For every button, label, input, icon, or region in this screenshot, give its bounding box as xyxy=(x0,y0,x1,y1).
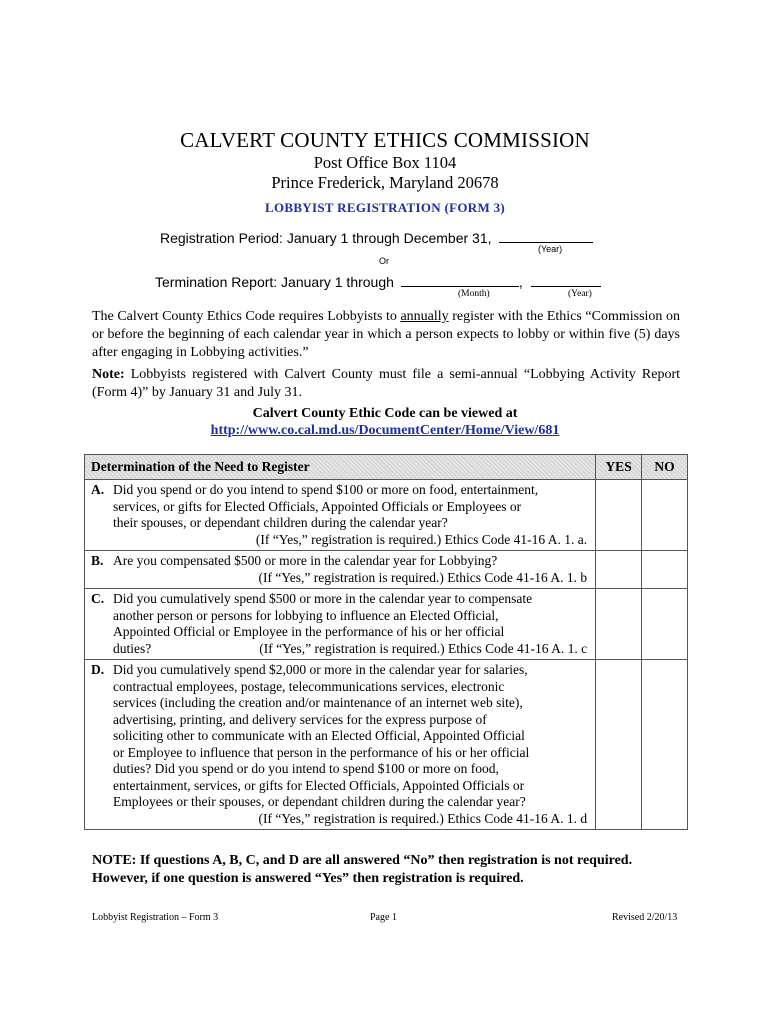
table-row xyxy=(85,551,688,589)
termination-report-line xyxy=(155,272,601,290)
question-line: their spouses, or dependant children during the calendar year? xyxy=(113,515,448,530)
question-line: duties? Did you spend or do you intend to spend $100 or more on food, xyxy=(113,761,499,776)
yes-checkbox-d[interactable] xyxy=(596,660,642,830)
question-letter: C. xyxy=(91,591,105,606)
registration-note-line-1: NOTE: If questions A, B, C, and D are all answered “No” then registration is not required. xyxy=(92,853,633,868)
yes-checkbox-b[interactable] xyxy=(596,551,642,589)
intro-text-annually: annually xyxy=(400,309,449,324)
question-reference: (If “Yes,” registration is required.) Ethics Code 41-16 A. 1. d xyxy=(258,810,588,826)
question-letter: D. xyxy=(91,662,105,677)
ethic-code-view-text: Calvert County Ethic Code can be viewed at xyxy=(252,406,518,421)
registration-note xyxy=(92,852,692,888)
registration-year-label: (Year) xyxy=(538,244,563,254)
note-text: Lobbyists registered with Calvert County must file a semi-annual “Lobbying Activity Report (Form 4)” by January 31 and July 31. xyxy=(92,367,680,400)
question-reference: (If “Yes,” registration is required.) Ethics Code 41-16 A. 1. b xyxy=(258,569,588,585)
note-label: Note: xyxy=(92,367,125,382)
termination-month-label: (Month) xyxy=(458,289,490,299)
no-checkbox-b[interactable] xyxy=(642,551,688,589)
footer-page-number: Page 1 xyxy=(370,912,397,923)
question-line: soliciting other to communicate with an Elected Official, Appointed Official xyxy=(113,728,525,743)
question-letter: B. xyxy=(91,553,104,568)
registration-period-text: Registration Period: January 1 through December 31, xyxy=(160,230,492,246)
question-b xyxy=(85,551,596,589)
intro-text-b: register with the Ethics “Commission on or before the beginning of each calendar year in which a person expects to lobby or within five (5) days after engaging in Lobbying activities.” xyxy=(92,309,680,360)
note-paragraph xyxy=(92,366,680,402)
question-line: Did you spend or do you intend to spend $100 or more on food, entertainment, xyxy=(113,482,539,497)
ethic-code-link[interactable]: http://www.co.cal.md.us/DocumentCenter/Home/View/681 xyxy=(210,423,560,438)
yes-checkbox-c[interactable] xyxy=(596,589,642,660)
question-reference: (If “Yes,” registration is required.) Ethics Code 41-16 A. 1. c xyxy=(259,640,588,656)
determination-header: Determination of the Need to Register xyxy=(85,455,596,480)
yes-checkbox-a[interactable] xyxy=(596,480,642,551)
question-line: contractual employees, postage, telecommunications services, electronic xyxy=(113,678,505,694)
registration-note-line-2: However, if one question is answered “Yes” then registration is required. xyxy=(92,871,524,886)
termination-report-text: Termination Report: January 1 through xyxy=(155,274,394,290)
question-line: Employees or their spouses, or dependant children during the calendar year? xyxy=(113,794,526,809)
no-checkbox-a[interactable] xyxy=(642,480,688,551)
question-line: services (including the creation and/or maintenance of an internet web site), xyxy=(113,695,523,710)
question-letter: A. xyxy=(91,482,105,497)
question-line: services, or gifts for Elected Officials, Appointed Officials or Employees or xyxy=(113,498,522,514)
question-reference: (If “Yes,” registration is required.) Ethics Code 41-16 A. 1. a. xyxy=(255,531,588,547)
question-c xyxy=(85,589,596,660)
question-line: entertainment, services, or gifts for Elected Officials, Appointed Officials or xyxy=(113,777,525,793)
table-header-row xyxy=(85,455,688,480)
footer-revision: Revised 2/20/13 xyxy=(612,912,678,923)
form-title: LOBBYIST REGISTRATION (FORM 3) xyxy=(264,200,506,215)
termination-year-label: (Year) xyxy=(568,289,592,299)
address-line-2: Prince Frederick, Maryland 20678 xyxy=(271,173,499,192)
question-line: or Employee to influence that person in the performance of his or her official xyxy=(113,744,530,760)
yes-header: YES xyxy=(596,455,642,480)
question-line: advertising, printing, and delivery services for the express purpose of xyxy=(113,711,487,727)
termination-year-field[interactable] xyxy=(531,272,601,287)
no-checkbox-d[interactable] xyxy=(642,660,688,830)
termination-comma: , xyxy=(518,274,523,290)
table-row xyxy=(85,480,688,551)
commission-title: CALVERT COUNTY ETHICS COMMISSION xyxy=(180,128,590,152)
determination-table xyxy=(84,454,688,830)
no-header: NO xyxy=(642,455,688,480)
table-row xyxy=(85,660,688,830)
question-line: duties? xyxy=(113,640,152,656)
question-a xyxy=(85,480,596,551)
question-line: Did you cumulatively spend $500 or more in the calendar year to compensate xyxy=(113,591,533,606)
termination-month-field[interactable] xyxy=(401,272,519,287)
question-line: another person or persons for lobbying to influence an Elected Official, xyxy=(113,607,499,623)
question-line: Are you compensated $500 or more in the calendar year for Lobbying? xyxy=(113,553,498,568)
intro-text-a: The Calvert County Ethics Code requires Lobbyists to xyxy=(92,309,401,324)
footer-form-name: Lobbyist Registration – Form 3 xyxy=(92,912,219,923)
question-d xyxy=(85,660,596,830)
question-line: Appointed Official or Employee in the performance of his or her official xyxy=(113,624,505,639)
table-row xyxy=(85,589,688,660)
no-checkbox-c[interactable] xyxy=(642,589,688,660)
or-label: Or xyxy=(379,256,389,266)
question-line: Did you cumulatively spend $2,000 or more in the calendar year for salaries, xyxy=(113,662,528,677)
intro-paragraph xyxy=(92,308,680,362)
address-line-1: Post Office Box 1104 xyxy=(313,153,457,172)
registration-year-field[interactable] xyxy=(499,228,593,243)
registration-period-line xyxy=(160,228,593,246)
